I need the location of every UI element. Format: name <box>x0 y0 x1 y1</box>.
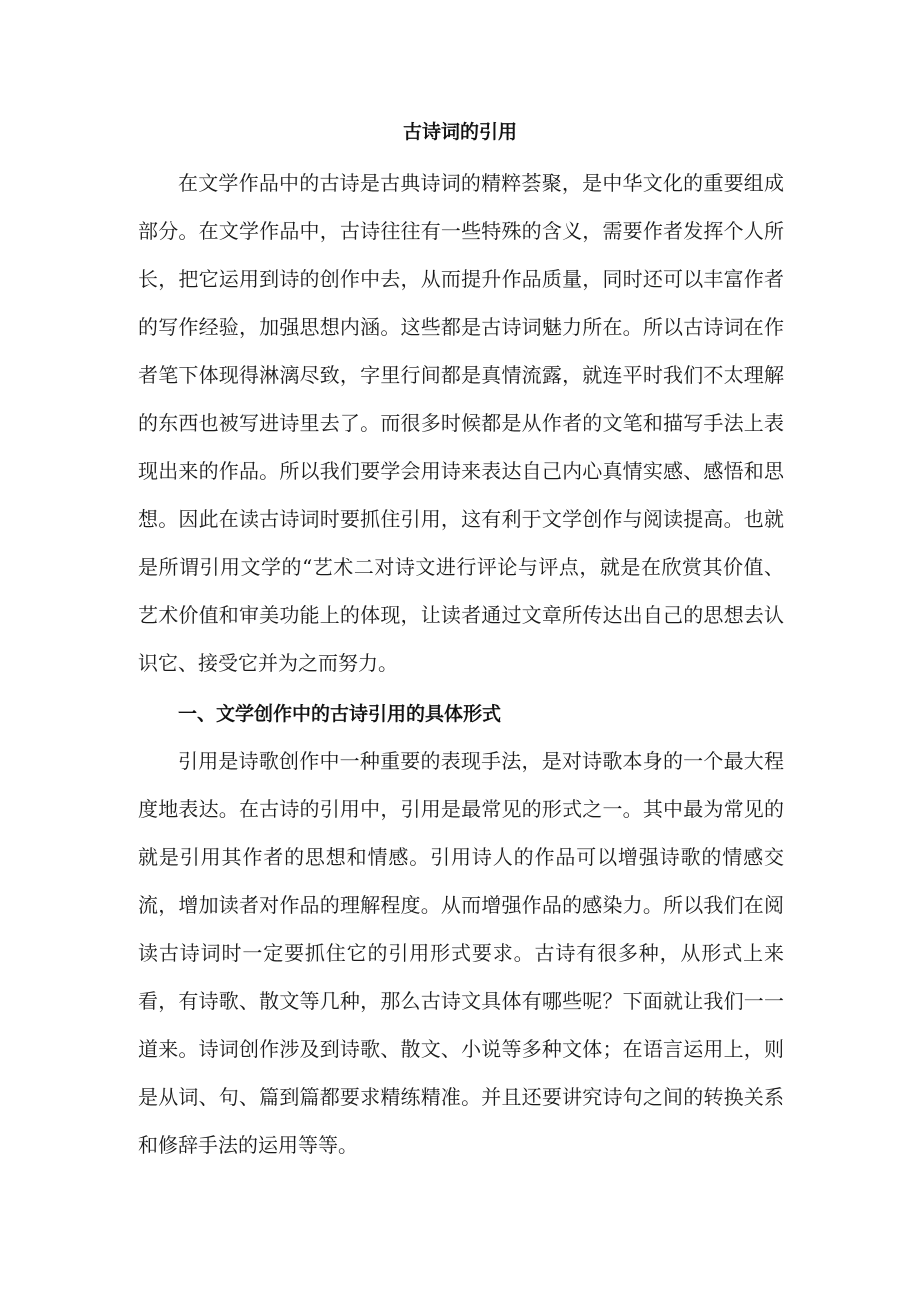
section-paragraph: 引用是诗歌创作中一种重要的表现手法，是对诗歌本身的一个最大程度地表达。在古诗的引用中，引用是最常见的形式之一。其中最为常见的就是引用其作者的思想和情感。引用诗人的作品可以增强诗歌的情感交流，增加读者对作品的理解程度。从而增强作品的感染力。所以我们在阅读古诗词时一定要抓住它的引用形式要求。古诗有很多种，从形式上来看，有诗歌、散文等几种，那么古诗文具体有哪些呢？下面就让我们一一道来。诗词创作涉及到诗歌、散文、小说等多种文体；在语言运用上，则是从词、句、篇到篇都要求精练精准。并且还要讲究诗句之间的转换关系和修辞手法的运用等等。 <box>138 749 784 1157</box>
document-title: 古诗词的引用 <box>402 121 517 143</box>
section-heading: 一、文学创作中的古诗引用的具体形式 <box>178 703 502 725</box>
intro-paragraph: 在文学作品中的古诗是古典诗词的精粹荟聚，是中华文化的重要组成部分。在文学作品中，古诗往往有一些特殊的含义，需要作者发挥个人所长，把它运用到诗的创作中去，从而提升作品质量，同时还可以丰富作者的写作经验，加强思想内涵。这些都是古诗词魅力所在。所以古诗词在作者笔下体现得淋漓尽致，字里行间都是真情流露，就连平时我们不太理解的东西也被写进诗里去了。而很多时候都是从作者的文笔和描写手法上表现出来的作品。所以我们要学会用诗来表达自己内心真情实感、感悟和思想。因此在读古诗词时要抓住引用，这有利于文学创作与阅读提高。也就是所谓引用文学的“艺术二对诗文进行评论与评点，就是在欣赏其价值、艺术价值和审美功能上的体现，让读者通过文章所传达出自己的思想去认识它、接受它并为之而努力。 <box>138 171 784 675</box>
